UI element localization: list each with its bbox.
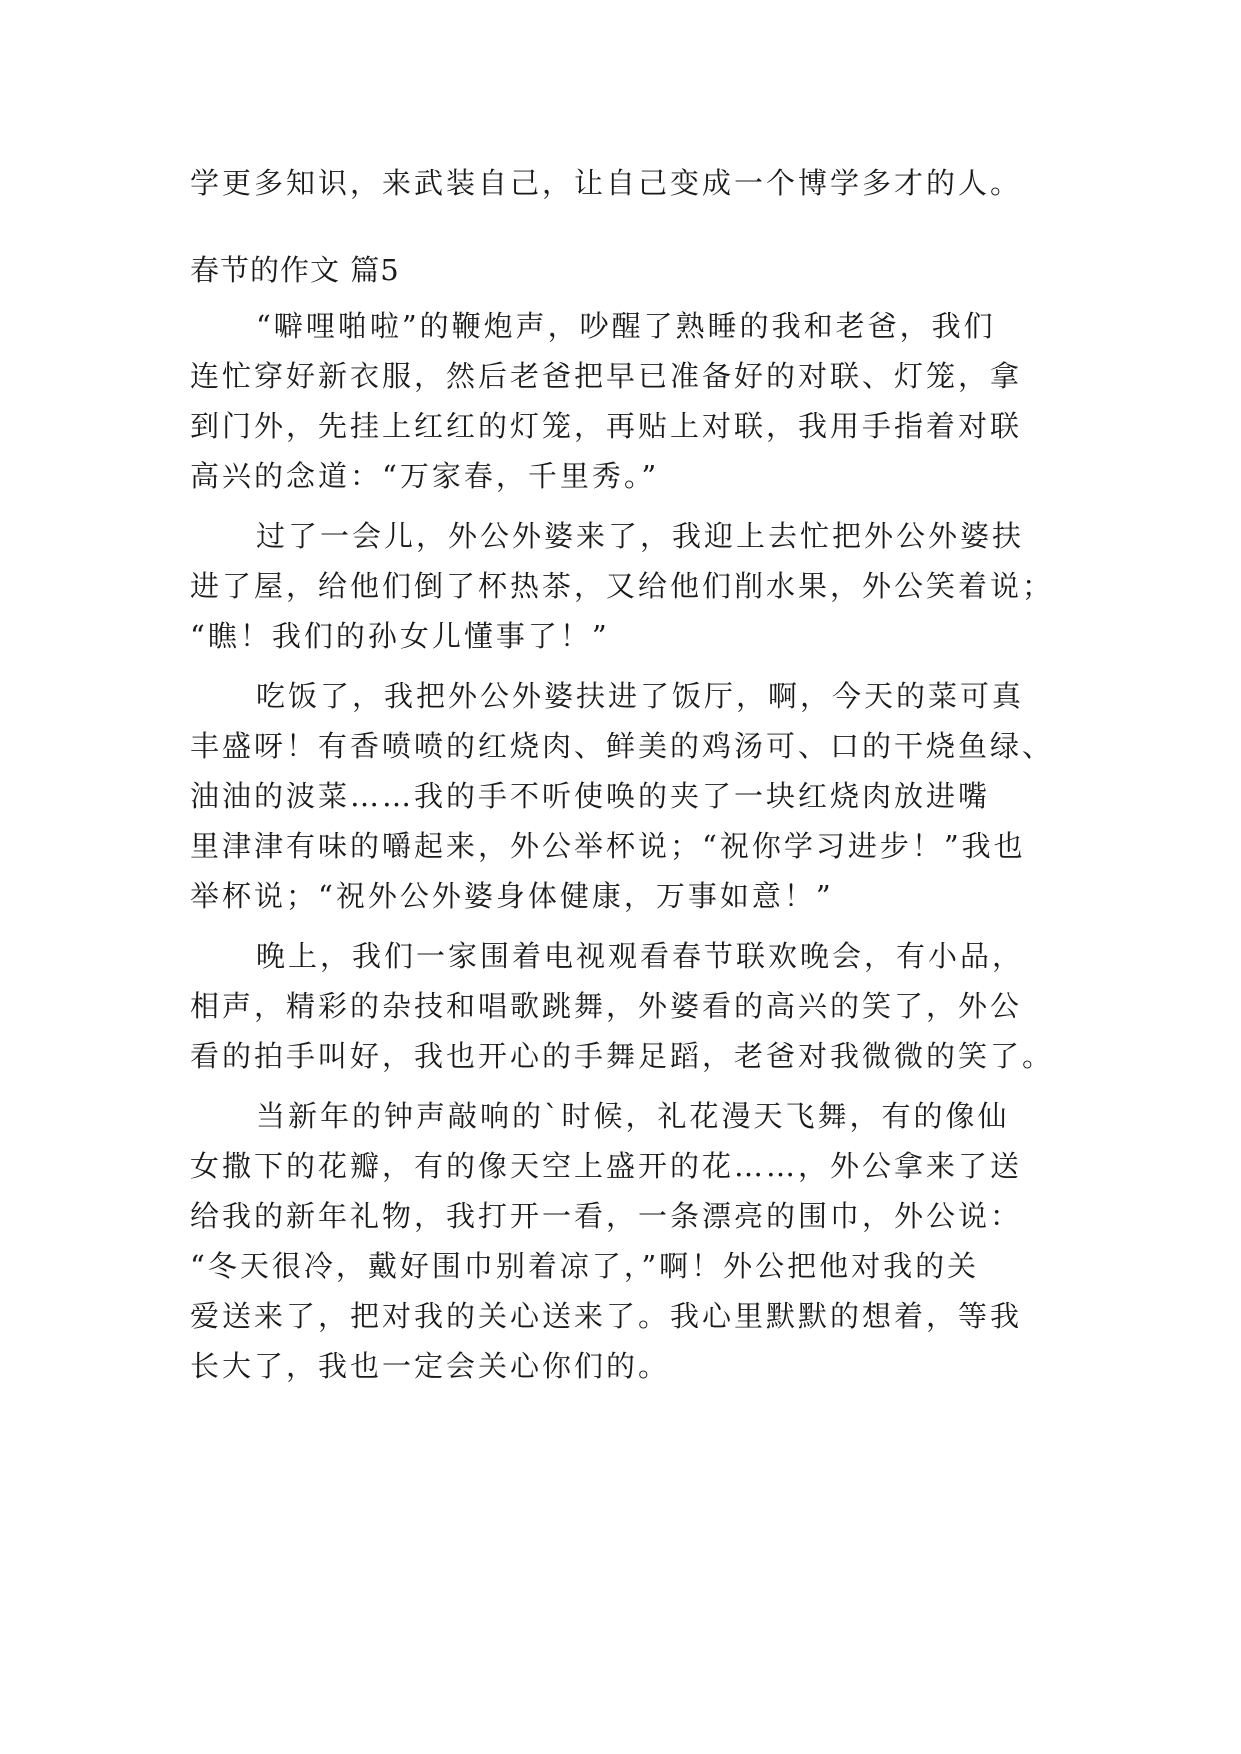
text-line: 过了一会儿，外公外婆来了，我迎上去忙把外公外婆扶	[256, 519, 1025, 553]
section-heading: 春节的作文 篇5	[190, 253, 400, 287]
text-line: 举杯说；“祝外公外婆身体健康，万事如意！”	[190, 879, 834, 913]
text-line: 吃饭了，我把外公外婆扶进了饭厅，啊，今天的菜可真	[256, 679, 1025, 713]
text-line: 丰盛呀！有香喷喷的红烧肉、鲜美的鸡汤可、口的干烧鱼绿、	[190, 729, 1055, 763]
text-line: 当新年的钟声敲响的`时候，礼花漫天飞舞，有的像仙	[256, 1099, 1010, 1133]
text-line: “瞧！我们的孙女儿懂事了！”	[190, 619, 610, 653]
text-line: 高兴的念道：“万家春，千里秀。”	[190, 459, 660, 493]
text-line: 看的拍手叫好，我也开心的手舞足蹈，老爸对我微微的笑了。	[190, 1039, 1055, 1073]
text-line: 长大了，我也一定会关心你们的。	[190, 1349, 671, 1383]
text-line: 给我的新年礼物，我打开一看，一条漂亮的围巾，外公说：	[190, 1199, 1023, 1233]
text-line: 里津津有味的嚼起来，外公举杯说；“祝你学习进步！”我也	[190, 829, 1026, 863]
text-line: 爱送来了，把对我的关心送来了。我心里默默的想着，等我	[190, 1299, 1023, 1333]
text-line: 连忙穿好新衣服，然后老爸把早已准备好的对联、灯笼，拿	[190, 359, 1023, 393]
text-line: 到门外，先挂上红红的灯笼，再贴上对联，我用手指着对联	[190, 409, 1023, 443]
text-line: 进了屋，给他们倒了杯热茶，又给他们削水果，外公笑着说；	[190, 569, 1055, 603]
text-line: 学更多知识，来武装自己，让自己变成一个博学多才的人。	[190, 166, 1023, 200]
text-line: 油油的波菜……我的手不听使唤的夹了一块红烧肉放进嘴	[190, 779, 991, 813]
text-line: 相声，精彩的杂技和唱歌跳舞，外婆看的高兴的笑了，外公	[190, 989, 1023, 1023]
text-line: “冬天很冷，戴好围巾别着凉了，”啊！外公把他对我的关	[190, 1249, 980, 1283]
text-line: 晚上，我们一家围着电视观看春节联欢晚会，有小品，	[256, 939, 1025, 973]
text-line: 女撒下的花瓣，有的像天空上盛开的花……，外公拿来了送	[190, 1149, 1023, 1183]
text-line: “噼哩啪啦”的鞭炮声，吵醒了熟睡的我和老爸，我们	[256, 309, 996, 343]
